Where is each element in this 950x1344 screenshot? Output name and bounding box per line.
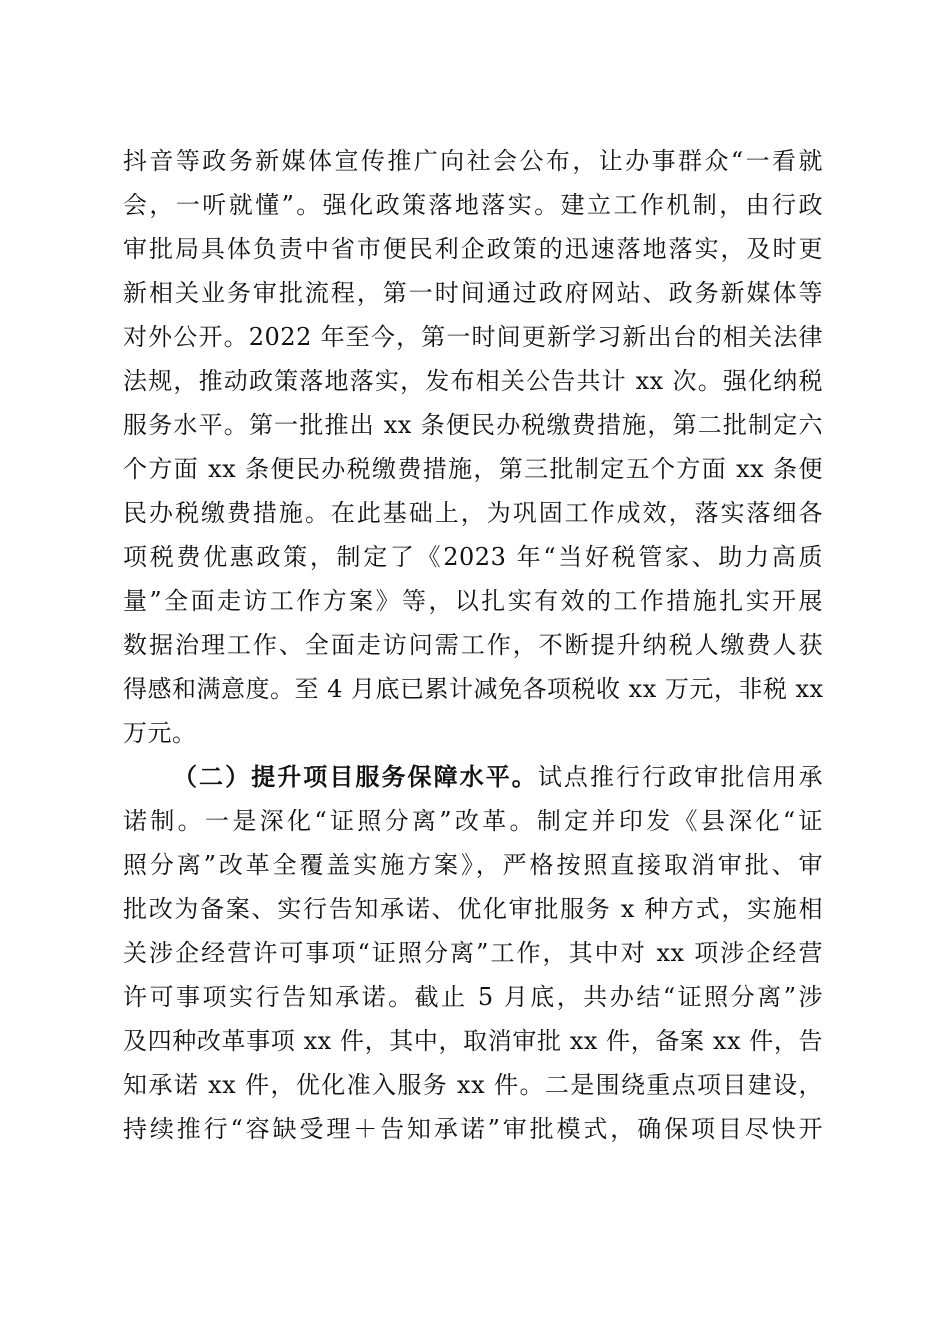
body-text-line: 及四种改革事项 xx 件，其中，取消审批 xx 件，备案 xx 件，告 bbox=[123, 1027, 823, 1055]
body-text-line: 个方面 xx 条便民办税缴费措施，第三批制定五个方面 xx 条便 bbox=[123, 455, 823, 483]
body-text-line: 审批局具体负责中省市便民利企政策的迅速落地落实，及时更 bbox=[123, 235, 823, 263]
body-text-line: 民办税缴费措施。在此基础上，为巩固工作成效，落实落细各 bbox=[123, 499, 823, 527]
body-text-inline: 试点推行行政审批信用承 bbox=[537, 763, 823, 791]
body-text-line: 得感和满意度。至 4 月底已累计减免各项税收 xx 万元，非税 xx bbox=[123, 675, 824, 703]
body-text-line: 会，一听就懂”。强化政策落地落实。建立工作机制，由行政 bbox=[123, 191, 823, 219]
body-text-line: 数据治理工作、全面走访问需工作，不断提升纳税人缴费人获 bbox=[123, 631, 823, 659]
body-text-line: 对外公开。2022 年至今，第一时间更新学习新出台的相关法律 bbox=[123, 323, 823, 351]
body-text-line: 批改为备案、实行告知承诺、优化审批服务 x 种方式，实施相 bbox=[123, 895, 823, 923]
body-text-line: 持续推行“容缺受理＋告知承诺”审批模式，确保项目尽快开 bbox=[123, 1115, 823, 1143]
body-text-line: 量”全面走访工作方案》等，以扎实有效的工作措施扎实开展 bbox=[123, 587, 823, 615]
body-text-line: 抖音等政务新媒体宣传推广向社会公布，让办事群众“一看就 bbox=[123, 147, 823, 175]
body-text-line: 知承诺 xx 件，优化准入服务 xx 件。二是围绕重点项目建设， bbox=[123, 1071, 823, 1099]
body-text-line: 万元。 bbox=[123, 719, 197, 747]
body-text-line: 服务水平。第一批推出 xx 条便民办税缴费措施，第二批制定六 bbox=[123, 411, 823, 439]
body-text-line: 照分离”改革全覆盖实施方案》，严格按照直接取消审批、审 bbox=[123, 851, 823, 879]
section-heading: （二）提升项目服务保障水平。 bbox=[173, 762, 538, 791]
body-text-line: 新相关业务审批流程，第一时间通过政府网站、政务新媒体等 bbox=[123, 279, 823, 307]
body-text-line: 许可事项实行告知承诺。截止 5 月底，共办结“证照分离”涉 bbox=[123, 983, 823, 1011]
paragraph-first-line bbox=[173, 757, 823, 797]
body-text-line: 法规，推动政策落地落实，发布相关公告共计 xx 次。强化纳税 bbox=[123, 367, 823, 395]
body-text-line: 诺制。一是深化“证照分离”改革。制定并印发《县深化“证 bbox=[123, 807, 823, 835]
body-text-line: 项税费优惠政策，制定了《2023 年“当好税管家、助力高质 bbox=[123, 543, 823, 571]
body-text-line: 关涉企经营许可事项“证照分离”工作，其中对 xx 项涉企经营 bbox=[123, 939, 823, 967]
